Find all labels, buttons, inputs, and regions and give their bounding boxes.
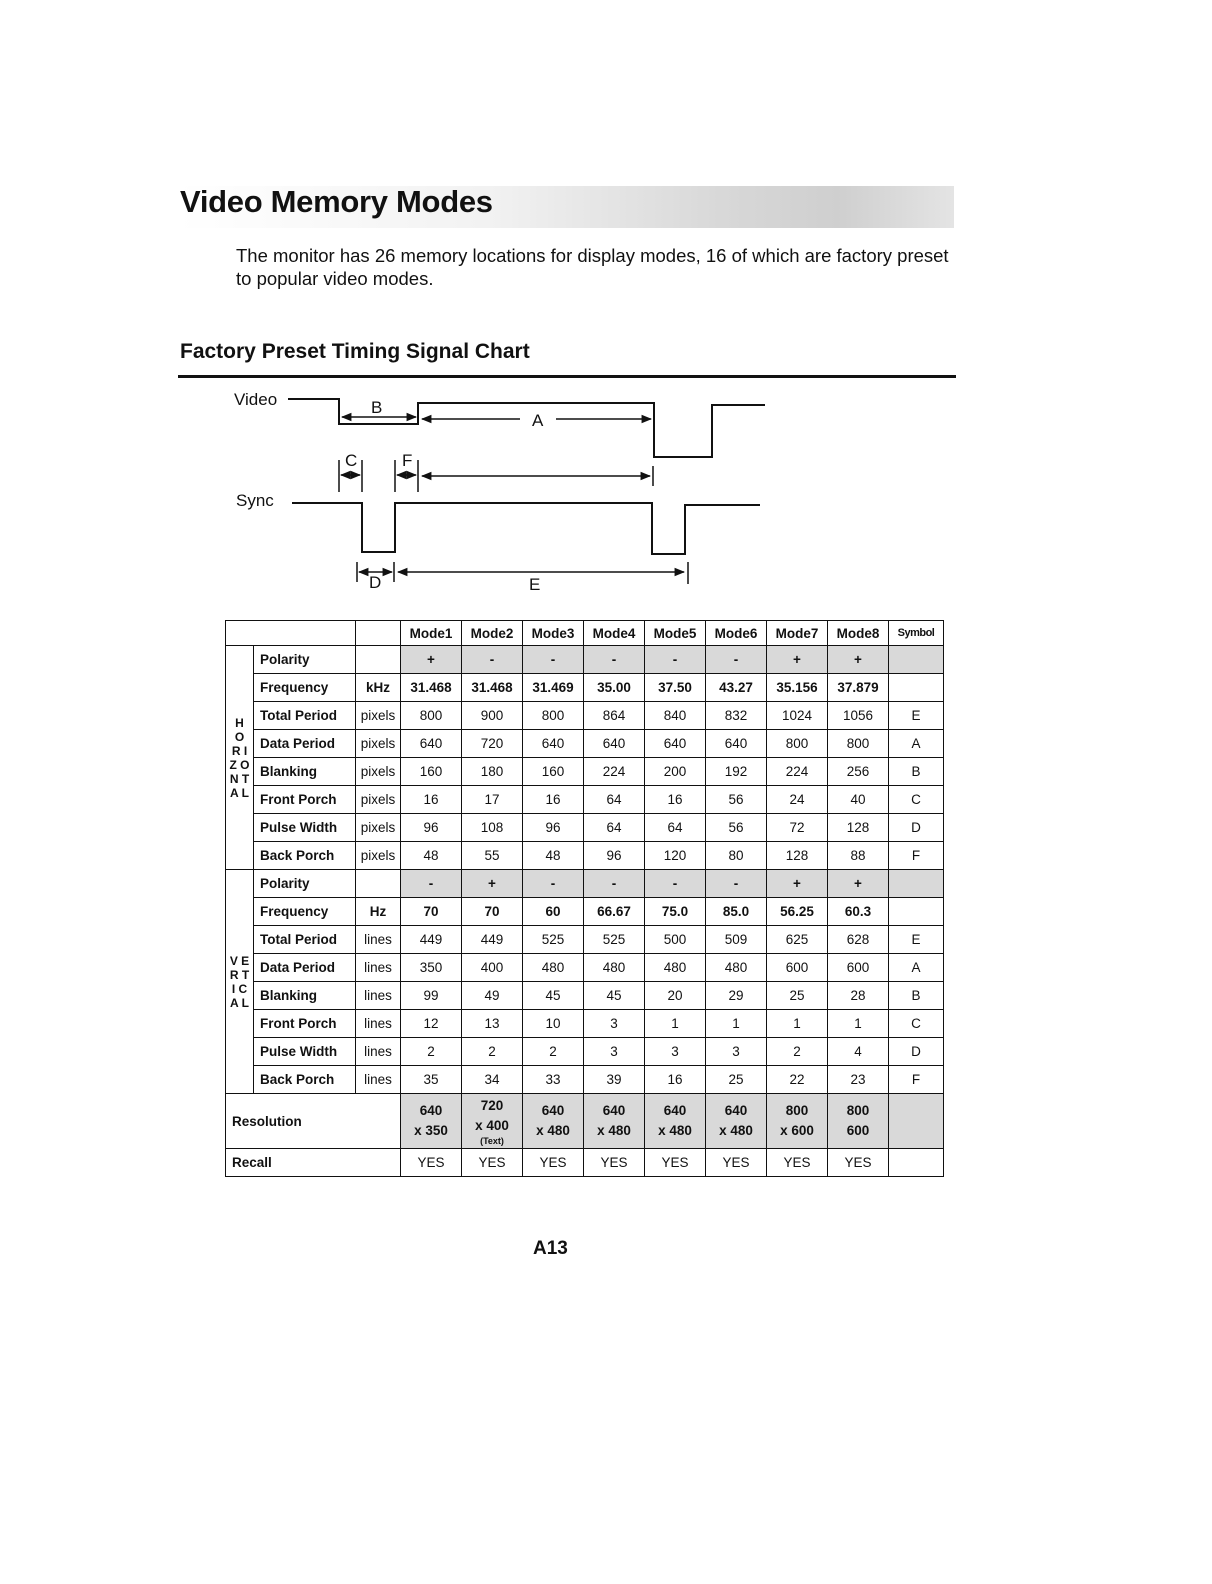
mode-header: Mode2 bbox=[462, 621, 523, 646]
value-cell: 1 bbox=[706, 1010, 767, 1038]
value-cell: 39 bbox=[584, 1066, 645, 1094]
resolution-width: 640 bbox=[419, 1103, 443, 1118]
row-label: Polarity bbox=[254, 646, 356, 674]
value-cell: + bbox=[828, 646, 889, 674]
row-label: Back Porch bbox=[254, 842, 356, 870]
row-label: Pulse Width bbox=[254, 814, 356, 842]
value-cell: 600 bbox=[828, 954, 889, 982]
resolution-width: 640 bbox=[724, 1103, 748, 1118]
value-cell: 1024 bbox=[767, 702, 828, 730]
symbol-cell: F bbox=[889, 842, 944, 870]
row-unit: pixels bbox=[356, 842, 401, 870]
recall-label: Recall bbox=[226, 1149, 401, 1177]
resolution-height: x 600 bbox=[780, 1123, 814, 1138]
value-cell: 525 bbox=[584, 926, 645, 954]
value-cell: 1056 bbox=[828, 702, 889, 730]
value-cell: - bbox=[401, 870, 462, 898]
row-unit: pixels bbox=[356, 814, 401, 842]
value-cell: 600 bbox=[767, 954, 828, 982]
vertical-row bbox=[226, 1010, 944, 1038]
value-cell: 625 bbox=[767, 926, 828, 954]
value-cell: 35.00 bbox=[584, 674, 645, 702]
value-cell: 800 bbox=[401, 702, 462, 730]
resolution-width: 800 bbox=[846, 1103, 870, 1118]
value-cell: - bbox=[645, 646, 706, 674]
value-cell: 1 bbox=[828, 1010, 889, 1038]
mode-header: Mode5 bbox=[645, 621, 706, 646]
value-cell: 480 bbox=[645, 954, 706, 982]
value-cell: - bbox=[645, 870, 706, 898]
resolution-height: x 480 bbox=[658, 1123, 692, 1138]
value-cell: 34 bbox=[462, 1066, 523, 1094]
recall-symbol bbox=[889, 1149, 944, 1177]
value-cell: 60.3 bbox=[828, 898, 889, 926]
value-cell: 29 bbox=[706, 982, 767, 1010]
value-cell: 720 bbox=[462, 730, 523, 758]
value-cell: + bbox=[462, 870, 523, 898]
row-label: Blanking bbox=[254, 982, 356, 1010]
symbol-cell: B bbox=[889, 758, 944, 786]
horizontal-row bbox=[226, 842, 944, 870]
value-cell: 85.0 bbox=[706, 898, 767, 926]
row-unit: lines bbox=[356, 954, 401, 982]
vertical-row bbox=[226, 954, 944, 982]
mode-header: Mode8 bbox=[828, 621, 889, 646]
symbol-cell bbox=[889, 674, 944, 702]
recall-cell: YES bbox=[706, 1149, 767, 1177]
value-cell: 12 bbox=[401, 1010, 462, 1038]
symbol-cell bbox=[889, 646, 944, 674]
row-label: Data Period bbox=[254, 730, 356, 758]
value-cell: 16 bbox=[523, 786, 584, 814]
row-label: Blanking bbox=[254, 758, 356, 786]
row-unit: lines bbox=[356, 982, 401, 1010]
value-cell: 640 bbox=[523, 730, 584, 758]
value-cell: 22 bbox=[767, 1066, 828, 1094]
value-cell: 480 bbox=[523, 954, 584, 982]
value-cell: 800 bbox=[828, 730, 889, 758]
resolution-width: 720 bbox=[480, 1097, 504, 1113]
value-cell: + bbox=[828, 870, 889, 898]
mode-header: Mode1 bbox=[401, 621, 462, 646]
timing-table bbox=[225, 620, 944, 1177]
value-cell: - bbox=[706, 646, 767, 674]
value-cell: 120 bbox=[645, 842, 706, 870]
value-cell: 56 bbox=[706, 814, 767, 842]
value-cell: 96 bbox=[523, 814, 584, 842]
resolution-width: 640 bbox=[663, 1103, 687, 1118]
value-cell: 16 bbox=[645, 786, 706, 814]
value-cell: 2 bbox=[523, 1038, 584, 1066]
value-cell: 64 bbox=[584, 814, 645, 842]
value-cell: 509 bbox=[706, 926, 767, 954]
recall-cell: YES bbox=[767, 1149, 828, 1177]
value-cell: 13 bbox=[462, 1010, 523, 1038]
intro-paragraph: The monitor has 26 memory locations for display modes, 16 of which are factory preset to popular video modes. bbox=[236, 245, 949, 289]
value-cell: 56 bbox=[706, 786, 767, 814]
row-label: Frequency bbox=[254, 674, 356, 702]
value-cell: 480 bbox=[706, 954, 767, 982]
row-label: Total Period bbox=[254, 926, 356, 954]
row-label: Front Porch bbox=[254, 1010, 356, 1038]
value-cell: 832 bbox=[706, 702, 767, 730]
value-cell: 48 bbox=[401, 842, 462, 870]
row-unit: lines bbox=[356, 1010, 401, 1038]
value-cell: 75.0 bbox=[645, 898, 706, 926]
value-cell: - bbox=[706, 870, 767, 898]
value-cell: 40 bbox=[828, 786, 889, 814]
value-cell: 800 bbox=[767, 730, 828, 758]
value-cell: 108 bbox=[462, 814, 523, 842]
value-cell: 2 bbox=[401, 1038, 462, 1066]
row-label: Polarity bbox=[254, 870, 356, 898]
value-cell: 16 bbox=[645, 1066, 706, 1094]
row-label: Frequency bbox=[254, 898, 356, 926]
symbol-cell: A bbox=[889, 954, 944, 982]
value-cell: 840 bbox=[645, 702, 706, 730]
resolution-cell bbox=[828, 1094, 889, 1149]
value-cell: 1 bbox=[767, 1010, 828, 1038]
row-unit bbox=[356, 870, 401, 898]
value-cell: 70 bbox=[462, 898, 523, 926]
value-cell: 20 bbox=[645, 982, 706, 1010]
recall-cell: YES bbox=[828, 1149, 889, 1177]
value-cell: 10 bbox=[523, 1010, 584, 1038]
page-title: Video Memory Modes bbox=[180, 184, 493, 219]
value-cell: - bbox=[462, 646, 523, 674]
horizontal-row bbox=[226, 730, 944, 758]
horizontal-row bbox=[226, 674, 944, 702]
value-cell: 224 bbox=[584, 758, 645, 786]
value-cell: 449 bbox=[462, 926, 523, 954]
row-label: Back Porch bbox=[254, 1066, 356, 1094]
value-cell: 3 bbox=[706, 1038, 767, 1066]
value-cell: 43.27 bbox=[706, 674, 767, 702]
value-cell: 17 bbox=[462, 786, 523, 814]
value-cell: 96 bbox=[401, 814, 462, 842]
value-cell: 256 bbox=[828, 758, 889, 786]
video-label: Video bbox=[234, 390, 278, 409]
value-cell: 80 bbox=[706, 842, 767, 870]
resolution-width: 800 bbox=[785, 1103, 809, 1118]
resolution-symbol bbox=[889, 1094, 944, 1149]
resolution-cell bbox=[523, 1094, 584, 1149]
resolution-cell bbox=[645, 1094, 706, 1149]
page-number: A13 bbox=[533, 1238, 568, 1259]
vertical-row bbox=[226, 898, 944, 926]
row-label: Pulse Width bbox=[254, 1038, 356, 1066]
value-cell: 31.468 bbox=[462, 674, 523, 702]
row-unit: lines bbox=[356, 1038, 401, 1066]
value-cell: - bbox=[523, 646, 584, 674]
vertical-row bbox=[226, 1066, 944, 1094]
value-cell: 200 bbox=[645, 758, 706, 786]
value-cell: 864 bbox=[584, 702, 645, 730]
horizontal-group-label: H O R I Z O N T A L bbox=[226, 646, 254, 870]
mode-header: Mode3 bbox=[523, 621, 584, 646]
value-cell: - bbox=[584, 870, 645, 898]
value-cell: 25 bbox=[706, 1066, 767, 1094]
value-cell: 16 bbox=[401, 786, 462, 814]
value-cell: 640 bbox=[645, 730, 706, 758]
symbol-cell: D bbox=[889, 814, 944, 842]
value-cell: 23 bbox=[828, 1066, 889, 1094]
vertical-group-label: V E R T I C A L bbox=[226, 870, 254, 1094]
mode-header: Mode6 bbox=[706, 621, 767, 646]
value-cell: 350 bbox=[401, 954, 462, 982]
value-cell: 45 bbox=[523, 982, 584, 1010]
row-unit: pixels bbox=[356, 758, 401, 786]
value-cell: 192 bbox=[706, 758, 767, 786]
horizontal-row bbox=[226, 646, 944, 674]
value-cell: 55 bbox=[462, 842, 523, 870]
vertical-row bbox=[226, 926, 944, 954]
value-cell: 66.67 bbox=[584, 898, 645, 926]
value-cell: 500 bbox=[645, 926, 706, 954]
resolution-row bbox=[226, 1094, 944, 1149]
value-cell: 628 bbox=[828, 926, 889, 954]
resolution-label: Resolution bbox=[226, 1094, 401, 1149]
value-cell: 45 bbox=[584, 982, 645, 1010]
value-cell: 480 bbox=[584, 954, 645, 982]
value-cell: 49 bbox=[462, 982, 523, 1010]
value-cell: + bbox=[767, 870, 828, 898]
value-cell: 37.879 bbox=[828, 674, 889, 702]
value-cell: 3 bbox=[645, 1038, 706, 1066]
row-unit: pixels bbox=[356, 702, 401, 730]
vertical-row bbox=[226, 1038, 944, 1066]
value-cell: 35 bbox=[401, 1066, 462, 1094]
row-label: Data Period bbox=[254, 954, 356, 982]
recall-cell: YES bbox=[462, 1149, 523, 1177]
value-cell: 60 bbox=[523, 898, 584, 926]
symbol-cell: C bbox=[889, 786, 944, 814]
value-cell: 28 bbox=[828, 982, 889, 1010]
symbol-cell: E bbox=[889, 926, 944, 954]
value-cell: 64 bbox=[584, 786, 645, 814]
resolution-cell bbox=[462, 1094, 523, 1149]
value-cell: 31.468 bbox=[401, 674, 462, 702]
value-cell: 640 bbox=[706, 730, 767, 758]
value-cell: - bbox=[584, 646, 645, 674]
value-cell: 48 bbox=[523, 842, 584, 870]
value-cell: 180 bbox=[462, 758, 523, 786]
value-cell: 24 bbox=[767, 786, 828, 814]
symbol-cell: E bbox=[889, 702, 944, 730]
sync-label: Sync bbox=[236, 491, 274, 510]
b-label: B bbox=[371, 398, 383, 417]
row-unit: kHz bbox=[356, 674, 401, 702]
value-cell: 33 bbox=[523, 1066, 584, 1094]
horizontal-row bbox=[226, 758, 944, 786]
row-unit: lines bbox=[356, 926, 401, 954]
mode-header: Mode7 bbox=[767, 621, 828, 646]
c-label: C bbox=[345, 451, 358, 470]
recall-cell: YES bbox=[401, 1149, 462, 1177]
video-waveform bbox=[288, 399, 765, 457]
sync-waveform bbox=[292, 503, 760, 554]
resolution-height: 600 bbox=[846, 1123, 870, 1138]
recall-cell: YES bbox=[645, 1149, 706, 1177]
row-label: Front Porch bbox=[254, 786, 356, 814]
row-unit: lines bbox=[356, 1066, 401, 1094]
value-cell: 88 bbox=[828, 842, 889, 870]
symbol-cell bbox=[889, 898, 944, 926]
value-cell: 70 bbox=[401, 898, 462, 926]
value-cell: 96 bbox=[584, 842, 645, 870]
symbol-cell: F bbox=[889, 1066, 944, 1094]
symbol-cell: A bbox=[889, 730, 944, 758]
resolution-height: x 350 bbox=[414, 1123, 448, 1138]
section-heading: Factory Preset Timing Signal Chart bbox=[180, 340, 530, 363]
resolution-note: (Text) bbox=[480, 1135, 504, 1146]
value-cell: 37.50 bbox=[645, 674, 706, 702]
value-cell: 2 bbox=[462, 1038, 523, 1066]
value-cell: 1 bbox=[645, 1010, 706, 1038]
value-cell: 56.25 bbox=[767, 898, 828, 926]
value-cell: 35.156 bbox=[767, 674, 828, 702]
value-cell: 800 bbox=[523, 702, 584, 730]
value-cell: 900 bbox=[462, 702, 523, 730]
symbol-cell: B bbox=[889, 982, 944, 1010]
e-label: E bbox=[529, 575, 541, 594]
value-cell: 99 bbox=[401, 982, 462, 1010]
resolution-cell bbox=[584, 1094, 645, 1149]
value-cell: 72 bbox=[767, 814, 828, 842]
row-unit bbox=[356, 646, 401, 674]
symbol-header: Symbol bbox=[889, 621, 944, 646]
horizontal-row bbox=[226, 814, 944, 842]
resolution-cell bbox=[767, 1094, 828, 1149]
value-cell: - bbox=[523, 870, 584, 898]
vertical-row bbox=[226, 982, 944, 1010]
resolution-height: x 480 bbox=[719, 1123, 753, 1138]
recall-cell: YES bbox=[584, 1149, 645, 1177]
resolution-height: x 480 bbox=[536, 1123, 570, 1138]
value-cell: 525 bbox=[523, 926, 584, 954]
resolution-cell bbox=[401, 1094, 462, 1149]
value-cell: 2 bbox=[767, 1038, 828, 1066]
header-empty bbox=[226, 621, 356, 646]
timing-diagram bbox=[0, 0, 1212, 610]
resolution-cell bbox=[706, 1094, 767, 1149]
resolution-height: x 480 bbox=[597, 1123, 631, 1138]
value-cell: 640 bbox=[584, 730, 645, 758]
value-cell: 160 bbox=[523, 758, 584, 786]
horizontal-row bbox=[226, 786, 944, 814]
resolution-height: x 400 bbox=[475, 1117, 509, 1133]
value-cell: 128 bbox=[828, 814, 889, 842]
resolution-width: 640 bbox=[602, 1103, 626, 1118]
symbol-cell: D bbox=[889, 1038, 944, 1066]
f-label: F bbox=[402, 451, 413, 470]
horizontal-row bbox=[226, 702, 944, 730]
d-label: D bbox=[369, 573, 382, 592]
resolution-width: 640 bbox=[541, 1103, 565, 1118]
recall-row bbox=[226, 1149, 944, 1177]
value-cell: 400 bbox=[462, 954, 523, 982]
symbol-cell bbox=[889, 870, 944, 898]
row-unit: Hz bbox=[356, 898, 401, 926]
header-unit bbox=[356, 621, 401, 646]
value-cell: 25 bbox=[767, 982, 828, 1010]
value-cell: 3 bbox=[584, 1010, 645, 1038]
row-unit: pixels bbox=[356, 786, 401, 814]
value-cell: 3 bbox=[584, 1038, 645, 1066]
header-row bbox=[226, 621, 944, 646]
value-cell: 64 bbox=[645, 814, 706, 842]
recall-cell: YES bbox=[523, 1149, 584, 1177]
value-cell: 640 bbox=[401, 730, 462, 758]
value-cell: 160 bbox=[401, 758, 462, 786]
value-cell: + bbox=[767, 646, 828, 674]
value-cell: 128 bbox=[767, 842, 828, 870]
vertical-row bbox=[226, 870, 944, 898]
value-cell: 31.469 bbox=[523, 674, 584, 702]
value-cell: 4 bbox=[828, 1038, 889, 1066]
row-unit: pixels bbox=[356, 730, 401, 758]
value-cell: 449 bbox=[401, 926, 462, 954]
value-cell: 224 bbox=[767, 758, 828, 786]
a-label: A bbox=[532, 411, 544, 430]
value-cell: + bbox=[401, 646, 462, 674]
mode-header: Mode4 bbox=[584, 621, 645, 646]
symbol-cell: C bbox=[889, 1010, 944, 1038]
row-label: Total Period bbox=[254, 702, 356, 730]
